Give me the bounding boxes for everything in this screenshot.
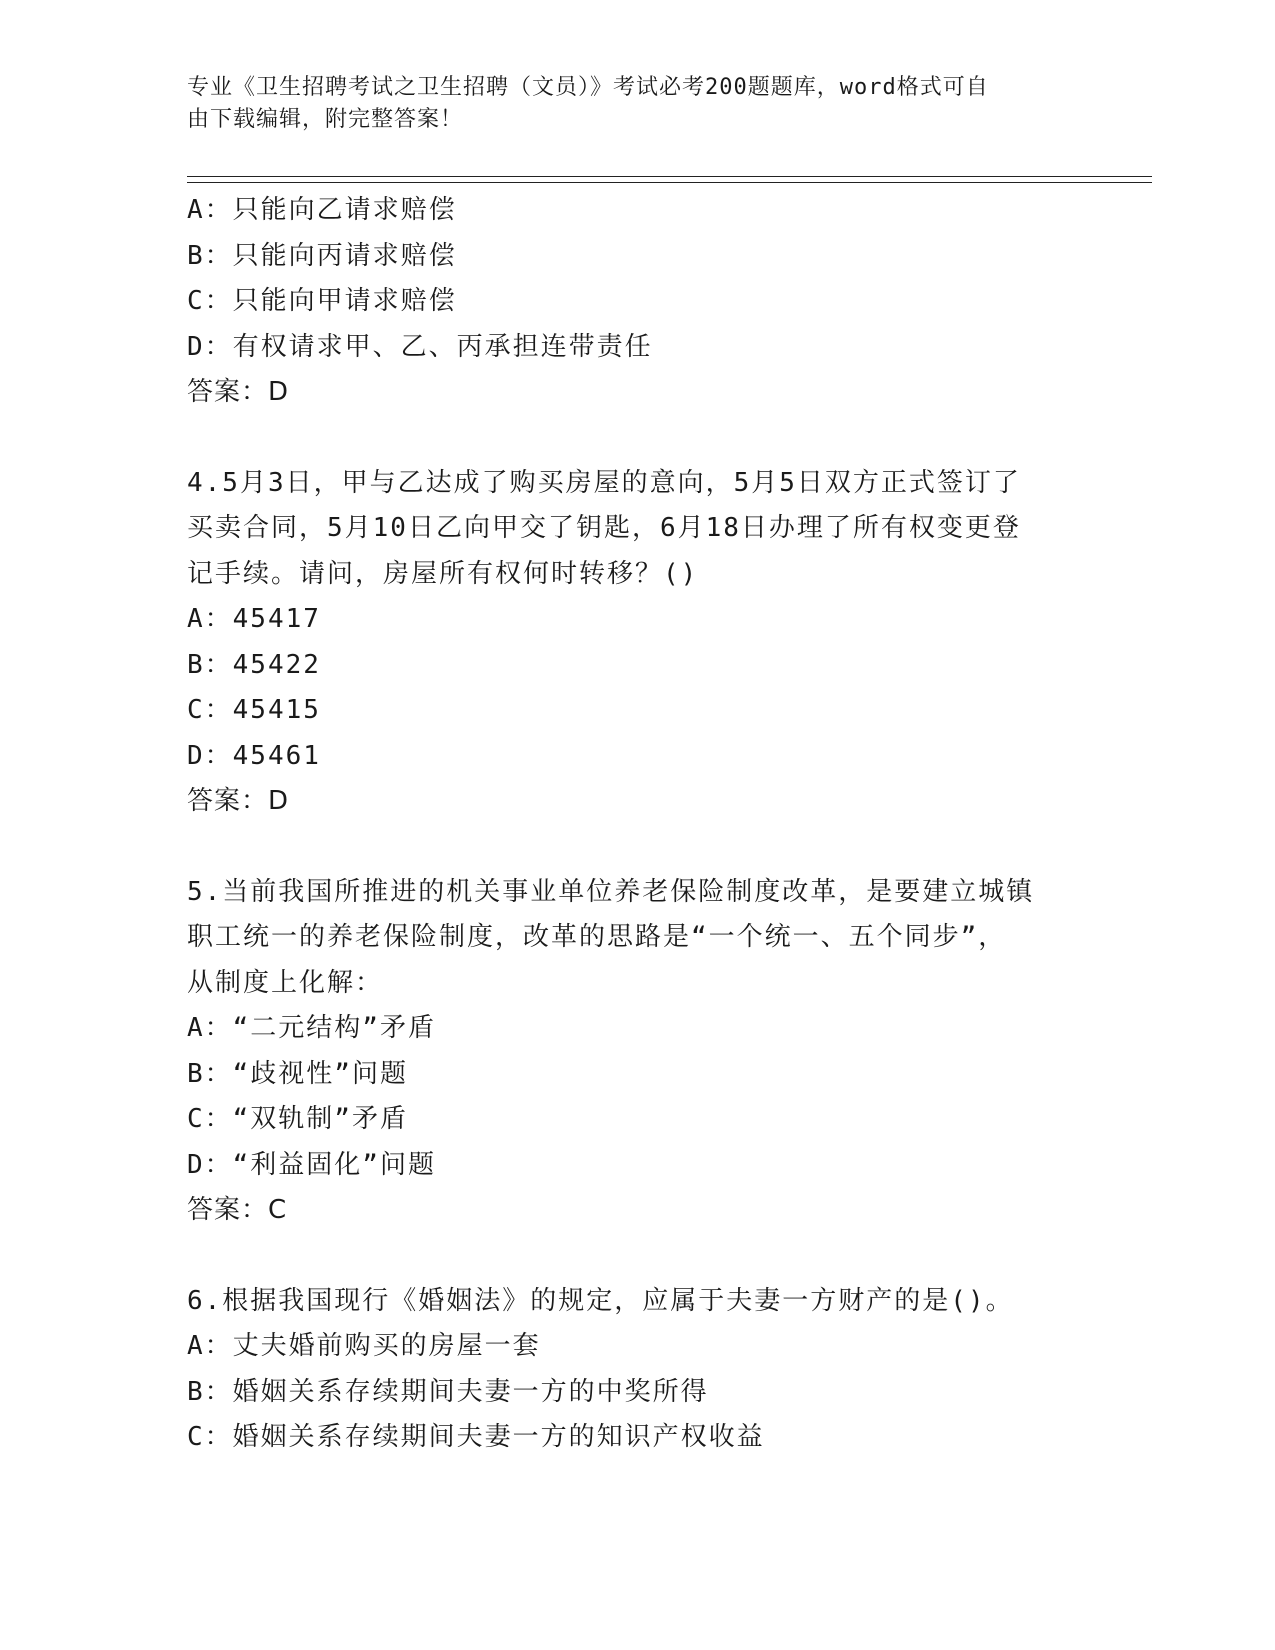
- header-line-2: 由下载编辑，附完整答案！: [187, 107, 464, 132]
- option-b: B：“歧视性”问题: [187, 1058, 408, 1089]
- option-d: D：45461: [187, 740, 321, 771]
- header-divider: [187, 176, 1152, 183]
- spacer: [187, 416, 1067, 461]
- spacer: [187, 1234, 1067, 1279]
- question-5: [187, 870, 1067, 1234]
- question-stem-line: 4.5月3日，甲与乙达成了购买房屋的意向，5月5日双方正式签订了: [187, 467, 1021, 498]
- option-c: C：“双轨制”矛盾: [187, 1104, 408, 1134]
- question-stem-line: 职工统一的养老保险制度，改革的思路是“一个统一、五个同步”，: [187, 922, 1007, 952]
- answer-line: 答案：D: [187, 377, 290, 407]
- question-6: [187, 1279, 1067, 1461]
- header-line-1: 专业《卫生招聘考试之卫生招聘（文员）》考试必考200题题库，word格式可自: [187, 75, 989, 100]
- answer-line: 答案：D: [187, 786, 290, 816]
- option-b: B：45422: [187, 649, 321, 680]
- document-header: [187, 72, 1067, 136]
- option-a: A：只能向乙请求赔偿: [187, 195, 457, 225]
- question-stem-line: 记手续。请问，房屋所有权何时转移？(): [187, 558, 699, 589]
- question-stem-line: 6.根据我国现行《婚姻法》的规定，应属于夫妻一方财产的是()。: [187, 1285, 1014, 1316]
- option-d: D：有权请求甲、乙、丙承担连带责任: [187, 331, 653, 362]
- question-4: [187, 461, 1067, 825]
- option-a: A：“二元结构”矛盾: [187, 1013, 436, 1043]
- option-c: C：45415: [187, 695, 321, 725]
- spacer: [187, 825, 1067, 870]
- document-body: [187, 188, 1067, 1461]
- option-b: B：婚姻关系存续期间夫妻一方的中奖所得: [187, 1376, 709, 1407]
- option-a: A：丈夫婚前购买的房屋一套: [187, 1331, 541, 1361]
- option-c: C：只能向甲请求赔偿: [187, 286, 457, 316]
- option-b: B：只能向丙请求赔偿: [187, 240, 457, 271]
- question-stem-line: 从制度上化解：: [187, 967, 384, 998]
- option-c: C：婚姻关系存续期间夫妻一方的知识产权收益: [187, 1422, 765, 1452]
- question-stem-line: 5.当前我国所推进的机关事业单位养老保险制度改革，是要建立城镇: [187, 876, 1035, 907]
- answer-line: 答案：C: [187, 1195, 288, 1225]
- question-stem-line: 买卖合同，5月10日乙向甲交了钥匙，6月18日办理了所有权变更登: [187, 513, 1021, 543]
- question-3: [187, 188, 1067, 416]
- option-a: A：45417: [187, 604, 321, 634]
- option-d: D：“利益固化”问题: [187, 1149, 436, 1180]
